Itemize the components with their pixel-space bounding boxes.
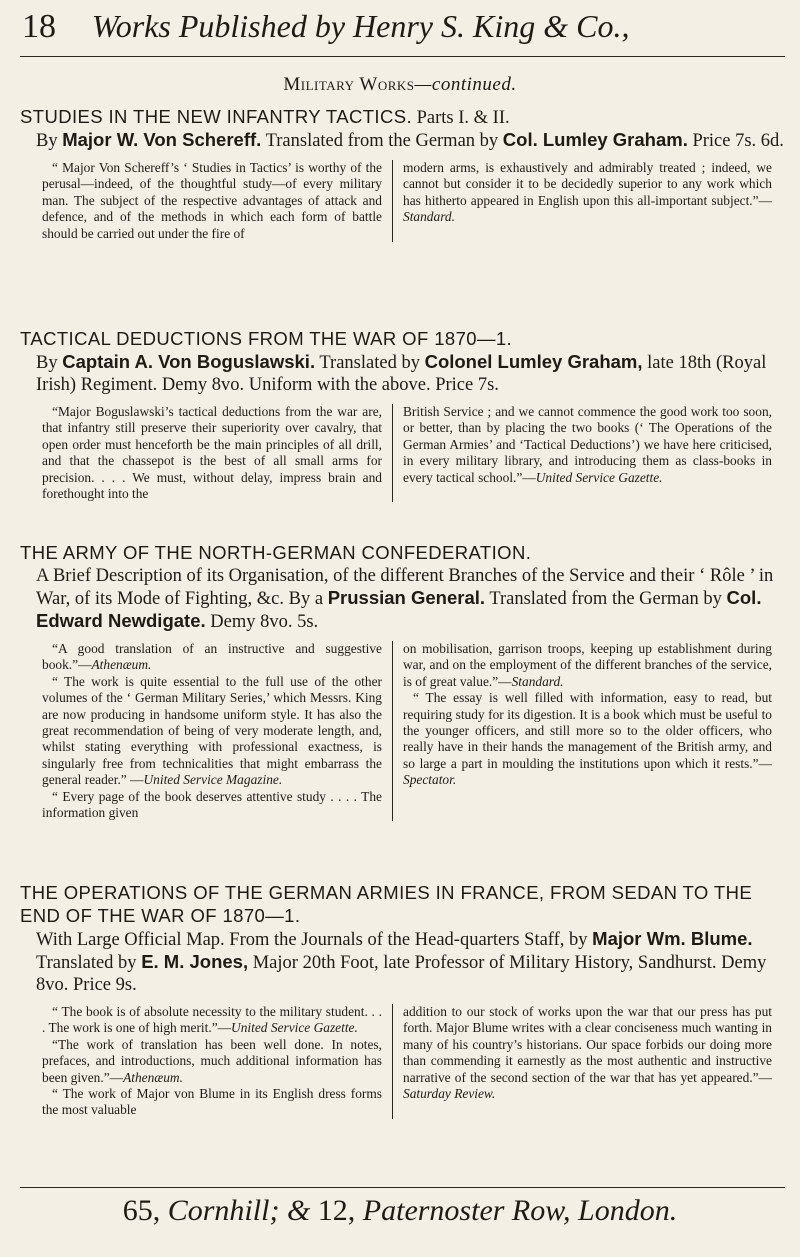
review-source: Athenæum. bbox=[91, 657, 152, 673]
entry-heading bbox=[20, 542, 788, 633]
entry-translator: Col. Edward Newdigate. bbox=[36, 587, 762, 631]
footer-rule bbox=[20, 1187, 785, 1188]
book-entry-north-german-army bbox=[20, 542, 788, 821]
entry-price: Price 7s. 6d. bbox=[692, 131, 784, 151]
imprint-street: Cornhill; bbox=[167, 1194, 280, 1227]
entry-translated-by: Translated by bbox=[36, 953, 137, 973]
entry-by: By bbox=[36, 353, 58, 373]
review-text: “ The work of Major von Blume in its English dress forms the most valuable bbox=[42, 1086, 382, 1118]
imprint-number-2: 12, bbox=[317, 1194, 356, 1227]
review-columns bbox=[20, 160, 788, 242]
entry-translator: E. M. Jones, bbox=[141, 951, 249, 972]
review-text: modern arms, is exhaustively and admirably treated ; indeed, we cannot but consider it to be decidedly superior to any work which has hitherto appeared in English upon this all-important subject.”— bbox=[403, 160, 772, 208]
review-source: Standard. bbox=[403, 209, 455, 225]
review-source: Saturday Review. bbox=[403, 1086, 496, 1102]
entry-by: By bbox=[36, 131, 58, 151]
entry-description: With Large Official Map. From the Journals of the Head-quarters Staff, by bbox=[36, 930, 588, 950]
review-source: Athenæum. bbox=[123, 1069, 183, 1085]
entry-title: STUDIES IN THE NEW INFANTRY TACTICS. bbox=[20, 106, 412, 127]
entry-translated-by: Translated from the German by bbox=[265, 131, 499, 151]
review-left bbox=[20, 641, 392, 821]
entry-author: Captain A. Von Boguslawski. bbox=[62, 351, 316, 372]
book-entry-tactical-deductions bbox=[20, 328, 788, 502]
entry-translated-by: Translated by bbox=[319, 353, 420, 373]
entry-details: late 18th (Royal Irish) Regiment. Demy 8vo. Uniform with the above. Price 7s. bbox=[36, 353, 767, 395]
entry-title: TACTICAL DEDUCTIONS FROM THE WAR OF 1870—1. bbox=[20, 328, 513, 349]
review-columns bbox=[20, 1004, 788, 1119]
review-right bbox=[392, 160, 776, 242]
imprint-street-2: Paternoster Row, London. bbox=[362, 1194, 678, 1227]
section-heading bbox=[0, 74, 800, 96]
section-suffix: —continued. bbox=[414, 74, 517, 95]
entry-author: Prussian General. bbox=[327, 587, 486, 608]
page-number: 18 bbox=[22, 8, 56, 45]
review-right bbox=[392, 641, 776, 821]
imprint-ampersand: & bbox=[286, 1194, 311, 1227]
review-left bbox=[20, 1004, 392, 1119]
entry-title: THE ARMY OF THE NORTH-GERMAN CONFEDERATION. bbox=[20, 542, 532, 563]
entry-parts: Parts I. & II. bbox=[416, 108, 510, 128]
review-text: “ The book is of absolute necessity to the military student. . . . The work is one of high merit.”— bbox=[42, 1004, 382, 1036]
review-text: addition to our stock of works upon the war that our press has put forth. Major Blume writes with a clear conciseness much wanting in many of his country’s historians. Our space forbids our doing more than commending it earnestly as the most authentic and instructive narrative of the second section of the war that has yet appeared.”— bbox=[403, 1004, 772, 1085]
entry-details: Major 20th Foot, late Professor of Military History, Sandhurst. Demy 8vo. Price 9s. bbox=[36, 953, 767, 995]
review-source: United Service Gazette. bbox=[535, 469, 663, 485]
review-right bbox=[392, 1004, 776, 1119]
review-text: “ The work is quite essential to the full use of the other volumes of the ‘ German Military Series,’ which Messrs. King are now producing in handsome uniform style. It has also the great recommendation of being of very moderate length, and, whilst stating everything with professional exactness, is singularly free from technicalities that might embarrass the general reader.” — bbox=[42, 673, 382, 788]
review-left bbox=[20, 404, 392, 502]
review-left bbox=[20, 160, 392, 242]
entry-translator: Col. Lumley Graham. bbox=[502, 129, 688, 150]
review-right bbox=[392, 404, 776, 502]
imprint-number: 65, bbox=[122, 1194, 161, 1227]
entry-translator: Colonel Lumley Graham, bbox=[424, 351, 643, 372]
entry-price: Demy 8vo. 5s. bbox=[210, 612, 319, 632]
entry-heading bbox=[20, 106, 788, 152]
book-entry-german-armies-operations bbox=[20, 882, 788, 1119]
running-head-title: Works Published by Henry S. King & Co., bbox=[92, 8, 630, 44]
entry-title: THE OPERATIONS OF THE GERMAN ARMIES IN FRANCE, FROM SEDAN TO THE END OF THE WAR OF 1870—1. bbox=[20, 882, 753, 926]
review-source: Standard. bbox=[511, 673, 564, 689]
review-text: “The work of translation has been well done. In notes, prefaces, and introductions, much additional information has been given.”— bbox=[42, 1036, 382, 1085]
entry-description: A Brief Description of its Organisation, of the different Branches of the Service and their ‘ Rôle ’ in War, of its Mode of Fighting, &c. By a bbox=[36, 566, 774, 609]
entry-author: Major Wm. Blume. bbox=[592, 928, 753, 949]
book-entry-infantry-tactics bbox=[20, 106, 788, 242]
review-text: British Service ; and we cannot commence the good work too soon, or better, than by placing the two books (‘ The Operations of the German Armies’ and ‘Tactical Deductions’) we have here criticised, in every military library, and introducing them as class-books in every tactical school.”— bbox=[403, 404, 772, 485]
review-columns bbox=[20, 404, 788, 502]
entry-translated-by: Translated from the German by bbox=[489, 589, 722, 609]
review-text: “A good translation of an instructive and suggestive book.”— bbox=[42, 641, 382, 673]
review-text: on mobilisation, garrison troops, keeping up establishment during war, and on the employment of the different branches of the service, is of great value.”— bbox=[403, 641, 772, 689]
entry-heading bbox=[20, 882, 788, 996]
review-source: United Service Magazine. bbox=[143, 772, 283, 788]
review-text: “ Every page of the book deserves attentive study . . . . The information given bbox=[42, 788, 382, 821]
review-columns bbox=[20, 641, 788, 821]
header-rule bbox=[20, 56, 785, 57]
review-source: United Service Gazette. bbox=[231, 1020, 358, 1036]
section-label: Military Works bbox=[283, 74, 415, 95]
publisher-imprint bbox=[0, 1194, 800, 1228]
entry-heading bbox=[20, 328, 788, 396]
running-head bbox=[0, 0, 800, 60]
entry-author: Major W. Von Schereff. bbox=[62, 129, 262, 150]
review-text: “ The essay is well filled with information, easy to read, but requiring study for its digestion. It is a book which must be useful to the younger officers, and still more so to the older officers, who really have in their hands the management of the British army, and so large a part in moulding the institutions upon which it rests.”— bbox=[403, 690, 772, 771]
review-text: “Major Boguslawski’s tactical deductions from the war are, that infantry still preserve their superiority over cavalry, that open order must henceforth be the main principles of all drill, and that the chassepot is the best of all small arms for precision. . . . We must, without delay, impress brain and forethought into the bbox=[42, 404, 382, 502]
review-source: Spectator. bbox=[403, 772, 457, 788]
review-text: “ Major Von Schereff’s ‘ Studies in Tactics’ is worthy of the perusal—indeed, of the thoughtful study—of every military man. The subject of the respective advantages of attack and defence, and of the methods in which each form of battle should be carried out under the fire of bbox=[42, 160, 382, 241]
